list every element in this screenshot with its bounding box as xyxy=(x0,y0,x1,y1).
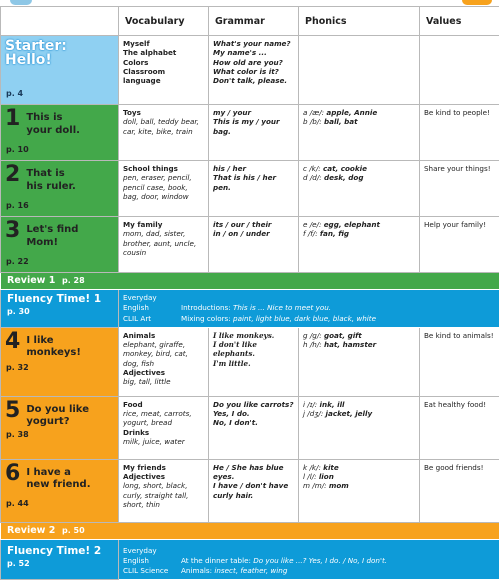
fluency-2-key: CLIL Science xyxy=(123,566,181,576)
phonics-prefix: f /f/: xyxy=(303,229,320,238)
unit-6-vocab-head: My friends xyxy=(123,463,204,472)
unit-5-grammar xyxy=(209,396,299,459)
unit-6-cell[interactable] xyxy=(1,459,119,522)
review-2-band[interactable] xyxy=(1,522,499,539)
unit-6-phonics-line xyxy=(303,481,415,490)
phonics-words: egg, elephant xyxy=(324,220,380,229)
fluency-1-title: Fluency Time! 1 xyxy=(7,293,112,307)
unit-6-vocab-items2: long, short, black, curly, straight tall, short, thin xyxy=(123,481,204,509)
fluency-2-line-1 xyxy=(123,546,495,566)
unit-4-grammar-item: I like monkeys. xyxy=(213,331,294,340)
phonics-prefix: j /dʒ/: xyxy=(303,409,326,418)
unit-4-grammar-item: I'm little. xyxy=(213,359,294,368)
unit-5-vocab-head2: Drinks xyxy=(123,428,204,437)
unit-3-grammar-item: in / on / under xyxy=(213,229,294,238)
phonics-prefix: h /h/: xyxy=(303,340,324,349)
phonics-prefix: e /e/: xyxy=(303,220,324,229)
unit-1-cell[interactable] xyxy=(1,105,119,161)
unit-2-vocab xyxy=(119,161,209,217)
starter-unit-cell[interactable] xyxy=(1,36,119,105)
starter-vocab-item: Classroom language xyxy=(123,67,204,86)
unit-4-page: p. 32 xyxy=(6,363,29,373)
unit-1-phonics-line xyxy=(303,117,415,126)
fluency-1-cell[interactable] xyxy=(1,290,119,327)
fluency-1-key: Everyday English xyxy=(123,293,181,313)
review-1-row xyxy=(1,273,499,290)
unit-2-title: That is his ruler. xyxy=(26,164,84,193)
unit-5-phonics-line xyxy=(303,400,415,409)
contents-table xyxy=(0,6,499,580)
phonics-prefix: d /d/: xyxy=(303,173,324,182)
fluency-1-text: Introductions: xyxy=(181,303,233,312)
fluency-2-title: Fluency Time! 2 xyxy=(7,545,112,559)
unit-6-row xyxy=(1,459,499,522)
starter-values xyxy=(420,36,499,105)
fluency-2-page: p. 52 xyxy=(7,559,112,569)
unit-3-cell[interactable] xyxy=(1,217,119,273)
fluency-1-row xyxy=(1,290,499,327)
starter-grammar-item: My name's ... xyxy=(213,48,294,57)
starter-title xyxy=(5,39,114,67)
unit-2-values: Share your things! xyxy=(420,161,499,217)
fluency-2-text: At the dinner table: xyxy=(181,556,253,565)
starter-phonics xyxy=(299,36,420,105)
phonics-words: hat, hamster xyxy=(324,340,376,349)
review-1-page: p. 28 xyxy=(62,276,85,285)
unit-3-page: p. 22 xyxy=(6,257,29,267)
phonics-prefix: c /k/: xyxy=(303,164,323,173)
unit-5-page: p. 38 xyxy=(6,430,29,440)
unit-6-title: I have a new friend. xyxy=(26,463,96,492)
unit-1-row xyxy=(1,105,499,161)
unit-2-grammar xyxy=(209,161,299,217)
unit-1-vocab-head: Toys xyxy=(123,108,204,117)
phonics-words: cat, cookie xyxy=(323,164,367,173)
header-values: Values xyxy=(420,7,499,36)
fluency-1-line-1 xyxy=(123,293,495,313)
unit-4-phonics xyxy=(299,327,420,396)
unit-2-row xyxy=(1,161,499,217)
unit-2-page: p. 16 xyxy=(6,201,29,211)
unit-5-grammar-item: Do you like carrots? xyxy=(213,400,294,409)
unit-2-grammar-item: his / her xyxy=(213,164,294,173)
phonics-words: ball, bat xyxy=(324,117,358,126)
phonics-words: goat, gift xyxy=(324,331,362,340)
fluency-1-italic: paint, light blue, dark blue, black, white xyxy=(233,314,376,323)
starter-vocab xyxy=(119,36,209,105)
starter-vocab-item: Myself xyxy=(123,39,204,48)
fluency-1-line-2 xyxy=(123,314,495,324)
phonics-words: jacket, jelly xyxy=(326,409,373,418)
unit-6-grammar-item: He / She has blue eyes. xyxy=(213,463,294,482)
phonics-prefix: b /b/: xyxy=(303,117,324,126)
unit-3-row xyxy=(1,217,499,273)
unit-6-grammar-item: I have / don't have curly hair. xyxy=(213,481,294,500)
unit-5-title: Do you like yogurt? xyxy=(26,400,94,429)
starter-grammar-item: What's your name? xyxy=(213,39,294,48)
unit-6-number: 6 xyxy=(5,463,20,485)
unit-3-grammar-item: its / our / their xyxy=(213,220,294,229)
starter-grammar-item: How old are you? xyxy=(213,58,294,67)
unit-5-vocab-items2: milk, juice, water xyxy=(123,437,204,446)
review-1-label: Review 1 xyxy=(7,275,55,286)
fluency-1-key: CLIL Art xyxy=(123,314,181,324)
unit-5-row xyxy=(1,396,499,459)
review-2-row xyxy=(1,522,499,539)
unit-3-values: Help your family! xyxy=(420,217,499,273)
unit-5-grammar-item: No, I don't. xyxy=(213,418,294,427)
unit-4-row xyxy=(1,327,499,396)
mascot-decoration-right xyxy=(462,0,492,5)
unit-3-phonics-line xyxy=(303,220,415,229)
unit-4-grammar xyxy=(209,327,299,396)
unit-1-values: Be kind to people! xyxy=(420,105,499,161)
unit-6-phonics-line xyxy=(303,463,415,472)
unit-4-vocab-items: elephant, giraffe, monkey, bird, cat, dog, fish xyxy=(123,340,204,368)
unit-1-number: 1 xyxy=(5,108,20,130)
unit-2-phonics-line xyxy=(303,164,415,173)
fluency-2-key: Everyday English xyxy=(123,546,181,566)
unit-3-vocab-head: My family xyxy=(123,220,204,229)
phonics-words: kite xyxy=(323,463,339,472)
unit-1-page: p. 10 xyxy=(6,145,29,155)
unit-3-vocab xyxy=(119,217,209,273)
unit-6-vocab xyxy=(119,459,209,522)
unit-2-number: 2 xyxy=(5,164,20,186)
starter-grammar-item: What color is it? xyxy=(213,67,294,76)
starter-grammar-item: Don't talk, please. xyxy=(213,76,294,85)
unit-4-vocab-items2: big, tall, little xyxy=(123,377,204,386)
unit-4-title: I like monkeys! xyxy=(26,331,84,360)
fluency-2-line-2 xyxy=(123,566,495,576)
starter-vocab-item: The alphabet xyxy=(123,48,204,57)
unit-4-phonics-line xyxy=(303,340,415,349)
unit-4-vocab-head: Animals xyxy=(123,331,204,340)
unit-3-vocab-items: mom, dad, sister, brother, aunt, uncle, cousin xyxy=(123,229,204,257)
unit-4-values: Be kind to animals! xyxy=(420,327,499,396)
unit-6-values: Be good friends! xyxy=(420,459,499,522)
fluency-1-text: Mixing colors: xyxy=(181,314,233,323)
phonics-words: apple, Annie xyxy=(326,108,377,117)
unit-1-vocab-items: doll, ball, teddy bear, car, kite, bike, train xyxy=(123,117,204,136)
unit-4-cell[interactable] xyxy=(1,327,119,396)
starter-page: p. 4 xyxy=(6,89,23,99)
unit-6-grammar xyxy=(209,459,299,522)
phonics-words: ink, ill xyxy=(320,400,345,409)
unit-5-vocab-head: Food xyxy=(123,400,204,409)
phonics-prefix: a /æ/: xyxy=(303,108,326,117)
unit-4-number: 4 xyxy=(5,331,20,353)
header-vocabulary: Vocabulary xyxy=(119,7,209,36)
unit-3-grammar xyxy=(209,217,299,273)
unit-4-grammar-item: I don't like elephants. xyxy=(213,340,294,359)
unit-3-phonics xyxy=(299,217,420,273)
unit-3-number: 3 xyxy=(5,220,20,242)
unit-5-phonics xyxy=(299,396,420,459)
unit-6-page: p. 44 xyxy=(6,499,29,509)
unit-2-vocab-head: School things xyxy=(123,164,204,173)
unit-1-grammar xyxy=(209,105,299,161)
unit-1-title: This is your doll. xyxy=(26,108,84,137)
unit-5-vocab xyxy=(119,396,209,459)
starter-vocab-item: Colors xyxy=(123,58,204,67)
mascot-decoration-left xyxy=(10,0,32,5)
unit-2-grammar-item: That is his / her pen. xyxy=(213,173,294,192)
unit-6-vocab-head2: Adjectives xyxy=(123,472,204,481)
phonics-words: fan, fig xyxy=(320,229,349,238)
phonics-prefix: l /l/: xyxy=(303,472,319,481)
fluency-2-italic: Do you like ...? Yes, I do. / No, I don't. xyxy=(253,556,387,565)
unit-1-phonics-line xyxy=(303,108,415,117)
review-2-label: Review 2 xyxy=(7,525,55,536)
unit-3-phonics-line xyxy=(303,229,415,238)
unit-6-phonics xyxy=(299,459,420,522)
starter-grammar xyxy=(209,36,299,105)
starter-title-line2: Hello! xyxy=(5,53,114,67)
phonics-prefix: m /m/: xyxy=(303,481,329,490)
header-row xyxy=(1,7,499,36)
unit-5-values: Eat healthy food! xyxy=(420,396,499,459)
unit-5-phonics-line xyxy=(303,409,415,418)
unit-4-vocab-head2: Adjectives xyxy=(123,368,204,377)
unit-5-number: 5 xyxy=(5,400,20,422)
phonics-prefix: g /g/: xyxy=(303,331,324,340)
fluency-2-italic: insect, feather, wing xyxy=(214,566,287,575)
fluency-1-page: p. 30 xyxy=(7,307,112,317)
fluency-1-italic: This is ... Nice to meet you. xyxy=(233,303,331,312)
review-2-page: p. 50 xyxy=(62,526,85,535)
unit-2-cell[interactable] xyxy=(1,161,119,217)
fluency-2-text: Animals: xyxy=(181,566,214,575)
unit-4-phonics-line xyxy=(303,331,415,340)
fluency-2-row xyxy=(1,539,499,579)
phonics-prefix: k /k/: xyxy=(303,463,323,472)
fluency-1-content xyxy=(119,290,499,327)
starter-title-line1: Starter: xyxy=(5,39,114,53)
starter-row xyxy=(1,36,499,105)
header-blank xyxy=(1,7,119,36)
unit-3-title: Let's find Mom! xyxy=(26,220,88,249)
unit-5-grammar-item: Yes, I do. xyxy=(213,409,294,418)
phonics-words: lion xyxy=(319,472,334,481)
unit-4-vocab xyxy=(119,327,209,396)
unit-1-grammar-item: This is my / your bag. xyxy=(213,117,294,136)
fluency-2-content xyxy=(119,539,499,579)
header-phonics: Phonics xyxy=(299,7,420,36)
phonics-words: desk, dog xyxy=(324,173,364,182)
unit-6-phonics-line xyxy=(303,472,415,481)
unit-1-vocab xyxy=(119,105,209,161)
unit-1-grammar-item: my / your xyxy=(213,108,294,117)
unit-1-phonics xyxy=(299,105,420,161)
phonics-prefix: i /ɪ/: xyxy=(303,400,320,409)
review-1-band[interactable] xyxy=(1,273,499,290)
fluency-2-cell[interactable] xyxy=(1,539,119,579)
unit-5-cell[interactable] xyxy=(1,396,119,459)
unit-2-vocab-items: pen, eraser, pencil, pencil case, book, bag, door, window xyxy=(123,173,204,201)
unit-2-phonics-line xyxy=(303,173,415,182)
header-grammar: Grammar xyxy=(209,7,299,36)
unit-2-phonics xyxy=(299,161,420,217)
unit-5-vocab-items: rice, meat, carrots, yogurt, bread xyxy=(123,409,204,428)
phonics-words: mom xyxy=(329,481,349,490)
